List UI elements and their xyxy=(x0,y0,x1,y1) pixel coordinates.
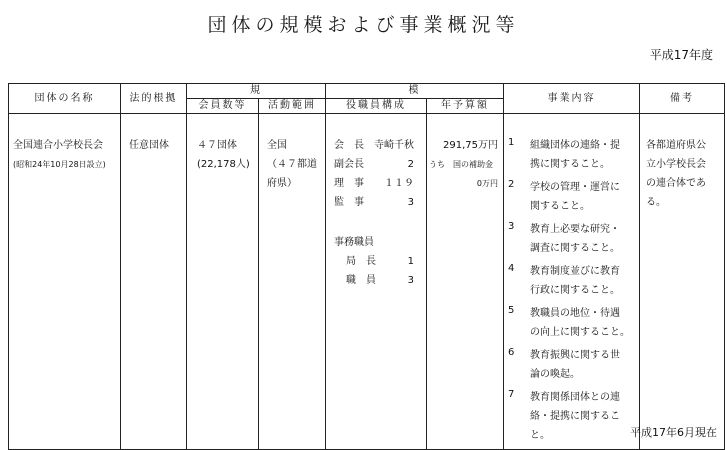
subsidy-label: うち 国の補助金 xyxy=(429,160,493,169)
business-item-text: 調査に関すること。 xyxy=(530,243,620,254)
officer-title: 監 事 xyxy=(334,197,364,208)
cell-business xyxy=(504,114,640,450)
header-name: 団体の名称 xyxy=(9,84,121,114)
business-item-number: 7 xyxy=(508,389,515,400)
business-item xyxy=(504,178,637,216)
business-item xyxy=(504,136,637,174)
business-item-text: 教育上必要な研究・ xyxy=(530,224,620,235)
header-legal-basis: 法的根拠 xyxy=(121,84,187,114)
page-title: 団体の規模および事業概況等 xyxy=(207,14,520,36)
header-activity-scope: 活動範囲 xyxy=(259,99,326,114)
officer-value: 2 xyxy=(407,159,414,170)
business-item xyxy=(504,346,637,384)
staff-title: 職 員 xyxy=(346,275,376,286)
business-item-text: の向上に関すること。 xyxy=(530,327,630,338)
staff-value: 1 xyxy=(407,256,414,267)
officer-value: 3 xyxy=(407,197,414,208)
business-item xyxy=(504,304,637,342)
header-scale-right: 模 xyxy=(326,84,504,99)
remarks-text: の連合体であ xyxy=(646,178,706,189)
budget-note xyxy=(429,155,503,174)
officer-title: 会 長 xyxy=(334,140,364,151)
remarks-text: る。 xyxy=(646,197,666,208)
business-item-number: 6 xyxy=(508,347,515,358)
as-of-date: 平成17年6月現在 xyxy=(630,426,717,439)
member-count: (22,178人) xyxy=(197,159,250,170)
business-item-text: 教職員の地位・待遇 xyxy=(530,308,620,319)
business-item-text: 論の喚起。 xyxy=(530,369,580,380)
business-item-number: 1 xyxy=(508,137,515,148)
legal-basis-value: 任意団体 xyxy=(129,140,169,151)
header-budget: 年予算額 xyxy=(427,99,504,114)
business-item-number: 2 xyxy=(508,179,515,190)
officer-row xyxy=(334,174,420,193)
scope-line: 府県） xyxy=(267,178,297,189)
staff-row xyxy=(334,252,420,271)
cell-members xyxy=(187,114,259,450)
cell-legal-basis xyxy=(121,114,187,450)
remarks-text: 各都道府県公 xyxy=(646,140,706,151)
header-row xyxy=(9,84,725,99)
business-item-number: 5 xyxy=(508,305,515,316)
business-item xyxy=(504,388,637,445)
business-item-text: 教育関係団体との連 xyxy=(530,392,620,403)
business-item-text: 行政に関すること。 xyxy=(530,285,620,296)
officer-row xyxy=(334,193,420,212)
header-members: 会員数等 xyxy=(187,99,259,114)
staff-row xyxy=(334,271,420,290)
remarks-text: 立小学校長会 xyxy=(646,159,706,170)
header-remarks: 備考 xyxy=(640,84,725,114)
cell-budget xyxy=(427,114,504,450)
business-item-text: 絡・提携に関するこ xyxy=(530,411,620,422)
officer-title: 副会長 xyxy=(334,159,364,170)
staff-title: 局 長 xyxy=(346,256,376,267)
business-item-number: 3 xyxy=(508,221,515,232)
organization-table xyxy=(8,83,725,450)
header-scale-left: 規 xyxy=(187,84,326,99)
founded-date: (昭和24年10月28日設立) xyxy=(13,160,106,169)
member-groups: ４７団体 xyxy=(197,140,237,151)
cell-activity-scope xyxy=(259,114,326,450)
fiscal-year-label: 平成17年度 xyxy=(649,48,713,62)
scope-line: 全国 xyxy=(267,140,287,151)
cell-name xyxy=(9,114,121,450)
organization-name: 全国連合小学校長会 xyxy=(13,140,103,151)
officer-value: １１９ xyxy=(384,178,414,189)
business-item xyxy=(504,262,637,300)
scope-line: （４７都道 xyxy=(267,159,317,170)
business-item-number: 4 xyxy=(508,263,515,274)
business-item-text: と。 xyxy=(530,430,550,441)
business-item-text: 組織団体の連絡・提 xyxy=(530,140,620,151)
business-item-text: 学校の管理・運営に xyxy=(530,182,620,193)
officer-row xyxy=(334,136,420,155)
business-item-text: 教育振興に関する世 xyxy=(530,350,620,361)
officer-value: 寺崎千秋 xyxy=(374,140,414,151)
budget-amount: 291,75万円 xyxy=(443,140,498,151)
table-row xyxy=(9,114,725,450)
staff-value: 3 xyxy=(407,275,414,286)
header-officers: 役職員構成 xyxy=(326,99,427,114)
officer-title: 理 事 xyxy=(334,178,364,189)
header-business: 事業内容 xyxy=(504,84,640,114)
business-item-text: 教育制度並びに教育 xyxy=(530,266,620,277)
business-item xyxy=(504,220,637,258)
business-item-text: 携に関すること。 xyxy=(530,159,610,170)
subsidy-amount: 0万円 xyxy=(476,179,498,188)
business-item-text: 関すること。 xyxy=(530,201,590,212)
cell-remarks xyxy=(640,114,725,450)
officer-row xyxy=(334,155,420,174)
staff-heading: 事務職員 xyxy=(334,237,374,248)
cell-officers xyxy=(326,114,427,450)
